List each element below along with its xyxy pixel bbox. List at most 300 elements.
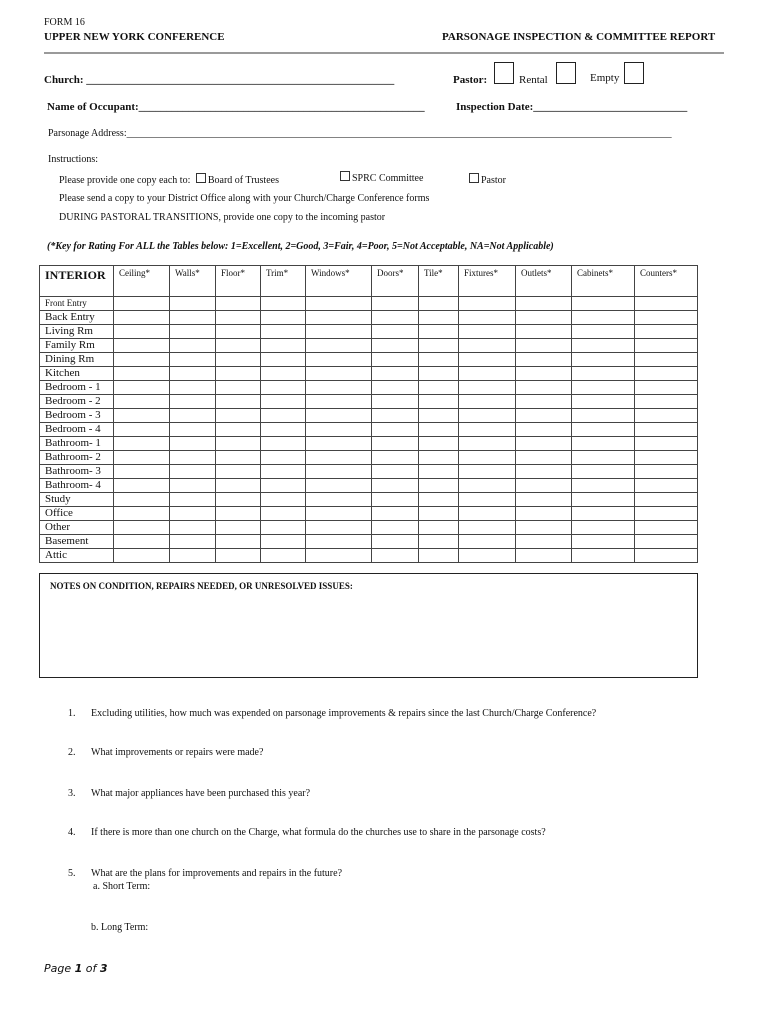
question-2-text: What improvements or repairs were made? [91,747,264,758]
rating-cell[interactable] [572,367,635,381]
rating-cell[interactable] [572,409,635,423]
rating-cell[interactable] [216,409,261,423]
rating-cell[interactable] [516,311,572,325]
room-label: Bedroom - 4 [40,423,114,437]
question-1-text: Excluding utilities, how much was expended on parsonage improvements & repairs since the last Church/Charge Conference? [91,708,597,719]
room-label: Office [40,507,114,521]
rating-cell[interactable] [635,437,698,451]
rating-cell[interactable] [306,409,372,423]
rating-cell[interactable] [572,507,635,521]
rating-cell[interactable] [459,507,516,521]
rating-cell[interactable] [306,451,372,465]
rating-cell[interactable] [572,339,635,353]
rating-cell[interactable] [216,423,261,437]
question-1-number: 1. [68,708,76,719]
column-header: Outlets* [516,266,572,297]
rating-cell[interactable] [170,549,216,563]
rental-label: Rental [519,74,548,86]
column-header: Tile* [419,266,459,297]
rating-cell[interactable] [170,507,216,521]
rating-cell[interactable] [635,479,698,493]
rating-cell[interactable] [516,479,572,493]
rating-cell[interactable] [516,353,572,367]
rating-cell[interactable] [419,465,459,479]
rating-cell[interactable] [572,451,635,465]
rating-cell[interactable] [306,381,372,395]
sprc-checkbox[interactable] [340,171,350,181]
table-row [40,311,698,325]
rating-cell[interactable] [572,493,635,507]
sprc-option [340,171,423,184]
rating-cell[interactable] [170,479,216,493]
room-label: Bathroom- 3 [40,465,114,479]
rating-cell[interactable] [516,549,572,563]
rating-cell[interactable] [419,325,459,339]
rating-cell[interactable] [419,297,459,311]
rating-cell[interactable] [306,297,372,311]
rating-cell[interactable] [459,311,516,325]
rating-cell[interactable] [459,409,516,423]
table-row [40,325,698,339]
rating-cell[interactable] [306,465,372,479]
rating-cell[interactable] [635,465,698,479]
instructions-copy-text: Please provide one copy each to: [59,175,191,186]
rating-cell[interactable] [419,367,459,381]
rating-cell[interactable] [635,493,698,507]
instructions-line-3: DURING PASTORAL TRANSITIONS, provide one copy to the incoming pastor [59,212,386,223]
rating-cell[interactable] [572,297,635,311]
rating-cell[interactable] [572,465,635,479]
room-label: Back Entry [40,311,114,325]
rating-cell[interactable] [261,297,306,311]
rating-cell[interactable] [216,367,261,381]
rating-cell[interactable] [216,311,261,325]
rating-cell[interactable] [216,451,261,465]
rating-cell[interactable] [114,507,170,521]
rating-cell[interactable] [516,465,572,479]
rating-cell[interactable] [459,437,516,451]
table-row [40,493,698,507]
column-header: Floor* [216,266,261,297]
rating-cell[interactable] [306,521,372,535]
rental-checkbox[interactable] [556,62,576,84]
rating-cell[interactable] [170,423,216,437]
rating-cell[interactable] [372,437,419,451]
room-label: Bathroom- 1 [40,437,114,451]
rating-cell[interactable] [170,493,216,507]
table-row [40,409,698,423]
room-label: Living Rm [40,325,114,339]
rating-cell[interactable] [372,339,419,353]
rating-cell[interactable] [459,325,516,339]
rating-cell[interactable] [216,353,261,367]
rating-cell[interactable] [306,507,372,521]
rating-cell[interactable] [170,367,216,381]
rating-cell[interactable] [372,353,419,367]
rating-cell[interactable] [635,409,698,423]
rating-cell[interactable] [635,311,698,325]
rating-cell[interactable] [170,353,216,367]
rating-cell[interactable] [372,409,419,423]
rating-cell[interactable] [216,339,261,353]
rating-cell[interactable] [516,297,572,311]
rating-cell[interactable] [372,535,419,549]
table-row [40,381,698,395]
rating-cell[interactable] [114,479,170,493]
rating-cell[interactable] [572,549,635,563]
rating-cell[interactable] [306,311,372,325]
rating-cell[interactable] [261,367,306,381]
table-row [40,297,698,311]
page-indicator [44,962,108,975]
rating-cell[interactable] [419,311,459,325]
rating-cell[interactable] [216,465,261,479]
rating-cell[interactable] [170,465,216,479]
rating-cell[interactable] [261,535,306,549]
rating-cell[interactable] [170,451,216,465]
rating-cell[interactable] [419,423,459,437]
rating-cell[interactable] [114,535,170,549]
rating-cell[interactable] [306,353,372,367]
rating-cell[interactable] [516,423,572,437]
rating-cell[interactable] [459,549,516,563]
rating-cell[interactable] [170,521,216,535]
rating-cell[interactable] [635,297,698,311]
rating-cell[interactable] [635,367,698,381]
rating-cell[interactable] [459,521,516,535]
instructions-line-2: Please send a copy to your District Office along with your Church/Charge Conference forms [59,193,430,204]
room-label: Bathroom- 4 [40,479,114,493]
rating-cell[interactable] [216,549,261,563]
table-row [40,353,698,367]
rating-cell[interactable] [459,395,516,409]
rating-cell[interactable] [306,367,372,381]
rating-cell[interactable] [516,535,572,549]
rating-cell[interactable] [216,535,261,549]
room-label: Other [40,521,114,535]
rating-cell[interactable] [372,423,419,437]
rating-cell[interactable] [516,409,572,423]
rating-cell[interactable] [419,521,459,535]
rating-cell[interactable] [516,451,572,465]
rating-cell[interactable] [459,423,516,437]
rating-cell[interactable] [459,339,516,353]
rating-cell[interactable] [114,409,170,423]
rating-cell[interactable] [635,395,698,409]
column-header: Ceiling* [114,266,170,297]
column-header: Windows* [306,266,372,297]
rating-cell[interactable] [459,451,516,465]
rating-cell[interactable] [216,325,261,339]
rating-cell[interactable] [419,339,459,353]
rating-cell[interactable] [516,339,572,353]
rating-cell[interactable] [114,339,170,353]
rating-cell[interactable] [261,353,306,367]
long-term-label: b. Long Term: [91,922,149,933]
rating-cell[interactable] [216,395,261,409]
rating-cell[interactable] [372,465,419,479]
table-row [40,507,698,521]
rating-cell[interactable] [261,409,306,423]
rating-cell[interactable] [216,507,261,521]
rating-cell[interactable] [459,367,516,381]
rating-cell[interactable] [372,311,419,325]
notes-title: NOTES ON CONDITION, REPAIRS NEEDED, OR UNRESOLVED ISSUES: [50,581,353,591]
rating-cell[interactable] [635,325,698,339]
rating-cell[interactable] [261,437,306,451]
rating-cell[interactable] [419,507,459,521]
rating-cell[interactable] [635,451,698,465]
instructions-line-1 [59,173,279,186]
rating-cell[interactable] [306,339,372,353]
question-3-text: What major appliances have been purchased this year? [91,788,311,799]
rating-cell[interactable] [372,493,419,507]
rating-cell[interactable] [114,521,170,535]
rating-cell[interactable] [419,535,459,549]
table-row [40,479,698,493]
rating-cell[interactable] [306,395,372,409]
rating-cell[interactable] [372,367,419,381]
rating-cell[interactable] [306,325,372,339]
rating-cell[interactable] [459,535,516,549]
column-header: Counters* [635,266,698,297]
sprc-label: SPRC Committee [352,173,424,184]
rating-cell[interactable] [170,395,216,409]
rating-cell[interactable] [170,409,216,423]
table-row [40,423,698,437]
parsonage-address-field[interactable]: Parsonage Address:_____________________________________________________________________________________________________________ [48,128,672,139]
table-row [40,367,698,381]
rating-cell[interactable] [261,325,306,339]
rating-cell[interactable] [114,367,170,381]
rating-cell[interactable] [419,395,459,409]
rating-cell[interactable] [572,535,635,549]
pastor-label: Pastor: [453,74,488,86]
rating-cell[interactable] [306,535,372,549]
rating-cell[interactable] [170,381,216,395]
rating-cell[interactable] [635,535,698,549]
room-label: Kitchen [40,367,114,381]
rating-cell[interactable] [419,353,459,367]
rating-cell[interactable] [459,493,516,507]
form-number: FORM 16 [44,17,85,28]
rating-cell[interactable] [114,437,170,451]
rating-cell[interactable] [372,381,419,395]
rating-cell[interactable] [516,325,572,339]
question-3-number: 3. [68,788,76,799]
empty-label: Empty [590,72,620,84]
rating-cell[interactable] [170,535,216,549]
rating-cell[interactable] [114,423,170,437]
trustees-label: Board of Trustees [207,175,279,186]
occupant-field[interactable]: Name of Occupant:____________________________________________________ [47,101,425,113]
rating-cell[interactable] [261,381,306,395]
table-row [40,339,698,353]
rating-cell[interactable] [459,479,516,493]
rating-cell[interactable] [516,437,572,451]
room-label: Attic [40,549,114,563]
rating-cell[interactable] [572,381,635,395]
table-row [40,451,698,465]
rating-cell[interactable] [114,451,170,465]
empty-checkbox[interactable] [624,62,644,84]
column-header: Trim* [261,266,306,297]
room-label: Bathroom- 2 [40,451,114,465]
rating-cell[interactable] [635,521,698,535]
rating-cell[interactable] [419,493,459,507]
rating-cell[interactable] [114,325,170,339]
interior-table [39,265,698,563]
rating-cell[interactable] [261,521,306,535]
rating-cell[interactable] [170,311,216,325]
table-title: INTERIOR [40,266,114,297]
rating-cell[interactable] [516,493,572,507]
rating-cell[interactable] [372,521,419,535]
rating-cell[interactable] [216,437,261,451]
rating-cell[interactable] [261,423,306,437]
rating-cell[interactable] [572,395,635,409]
rating-cell[interactable] [170,437,216,451]
header-rule [44,52,724,54]
question-2-number: 2. [68,747,76,758]
rating-cell[interactable] [372,297,419,311]
rating-cell[interactable] [572,423,635,437]
rating-cell[interactable] [114,549,170,563]
rating-cell[interactable] [170,339,216,353]
pastor-copy-checkbox[interactable] [469,173,479,183]
rating-cell[interactable] [261,339,306,353]
column-header: Fixtures* [459,266,516,297]
rating-key: (*Key for Rating For ALL the Tables below: 1=Excellent, 2=Good, 3=Fair, 4=Poor, 5=Not Acceptable, NA=Not Applicable) [47,241,554,252]
rating-cell[interactable] [261,549,306,563]
rating-cell[interactable] [114,493,170,507]
rating-cell[interactable] [261,479,306,493]
room-label: Front Entry [40,297,114,311]
rating-cell[interactable] [170,297,216,311]
room-label: Bedroom - 2 [40,395,114,409]
table-row [40,549,698,563]
rating-cell[interactable] [114,297,170,311]
rating-cell[interactable] [216,521,261,535]
rating-cell[interactable] [216,297,261,311]
rating-cell[interactable] [216,479,261,493]
short-term-label: a. Short Term: [93,881,151,892]
rating-cell[interactable] [516,395,572,409]
column-header: Walls* [170,266,216,297]
rating-cell[interactable] [261,451,306,465]
rating-cell[interactable] [372,395,419,409]
rating-cell[interactable] [516,521,572,535]
room-label: Family Rm [40,339,114,353]
rating-cell[interactable] [572,521,635,535]
rating-cell[interactable] [572,325,635,339]
room-label: Study [40,493,114,507]
room-label: Dining Rm [40,353,114,367]
pastor-checkbox[interactable] [494,62,514,84]
instructions-title: Instructions: [48,154,98,165]
rating-cell[interactable] [372,549,419,563]
report-title: PARSONAGE INSPECTION & COMMITTEE REPORT [442,31,716,43]
question-4-text: If there is more than one church on the Charge, what formula do the churches use to share in the parsonage costs? [91,827,546,838]
rating-cell[interactable] [572,353,635,367]
rating-cell[interactable] [459,297,516,311]
table-header-row [40,266,698,297]
rating-cell[interactable] [635,353,698,367]
room-label: Bedroom - 3 [40,409,114,423]
rating-cell[interactable] [261,311,306,325]
rating-cell[interactable] [459,353,516,367]
inspection-date-field[interactable]: Inspection Date:____________________________ [456,101,688,113]
rating-cell[interactable] [114,311,170,325]
question-5-number: 5. [68,868,76,879]
rating-cell[interactable] [419,409,459,423]
room-label: Basement [40,535,114,549]
rating-cell[interactable] [261,395,306,409]
rating-cell[interactable] [419,437,459,451]
rating-cell[interactable] [114,381,170,395]
rating-cell[interactable] [261,465,306,479]
rating-cell[interactable] [306,549,372,563]
trustees-checkbox[interactable] [196,173,206,183]
rating-cell[interactable] [459,465,516,479]
rating-cell[interactable] [114,395,170,409]
rating-cell[interactable] [306,437,372,451]
rating-cell[interactable] [261,507,306,521]
notes-box[interactable] [39,573,698,678]
rating-cell[interactable] [372,507,419,521]
rating-cell[interactable] [419,381,459,395]
rating-cell[interactable] [372,479,419,493]
rating-cell[interactable] [635,381,698,395]
rating-cell[interactable] [306,493,372,507]
page-word: Page [44,962,72,975]
church-field[interactable]: Church: ________________________________________________________ [44,74,395,86]
rating-cell[interactable] [516,367,572,381]
rating-cell[interactable] [114,465,170,479]
rating-cell[interactable] [261,493,306,507]
rating-cell[interactable] [572,311,635,325]
rating-cell[interactable] [216,381,261,395]
rating-cell[interactable] [419,451,459,465]
rating-cell[interactable] [372,325,419,339]
rating-cell[interactable] [516,381,572,395]
rating-cell[interactable] [419,479,459,493]
rating-cell[interactable] [635,339,698,353]
rating-cell[interactable] [459,381,516,395]
table-row [40,535,698,549]
rating-cell[interactable] [419,549,459,563]
rating-cell[interactable] [216,493,261,507]
page-total: 3 [99,962,108,975]
table-row [40,465,698,479]
rating-cell[interactable] [572,437,635,451]
rating-cell[interactable] [635,423,698,437]
column-header: Doors* [372,266,419,297]
rating-cell[interactable] [372,451,419,465]
rating-cell[interactable] [635,549,698,563]
rating-cell[interactable] [516,507,572,521]
rating-cell[interactable] [306,479,372,493]
rating-cell[interactable] [306,423,372,437]
rating-cell[interactable] [635,507,698,521]
rating-cell[interactable] [572,479,635,493]
rating-cell[interactable] [114,353,170,367]
question-5-text: What are the plans for improvements and repairs in the future? [91,868,343,879]
rating-cell[interactable] [170,325,216,339]
question-4-number: 4. [68,827,76,838]
pastor-option [469,173,506,186]
of-word: of [85,962,97,975]
